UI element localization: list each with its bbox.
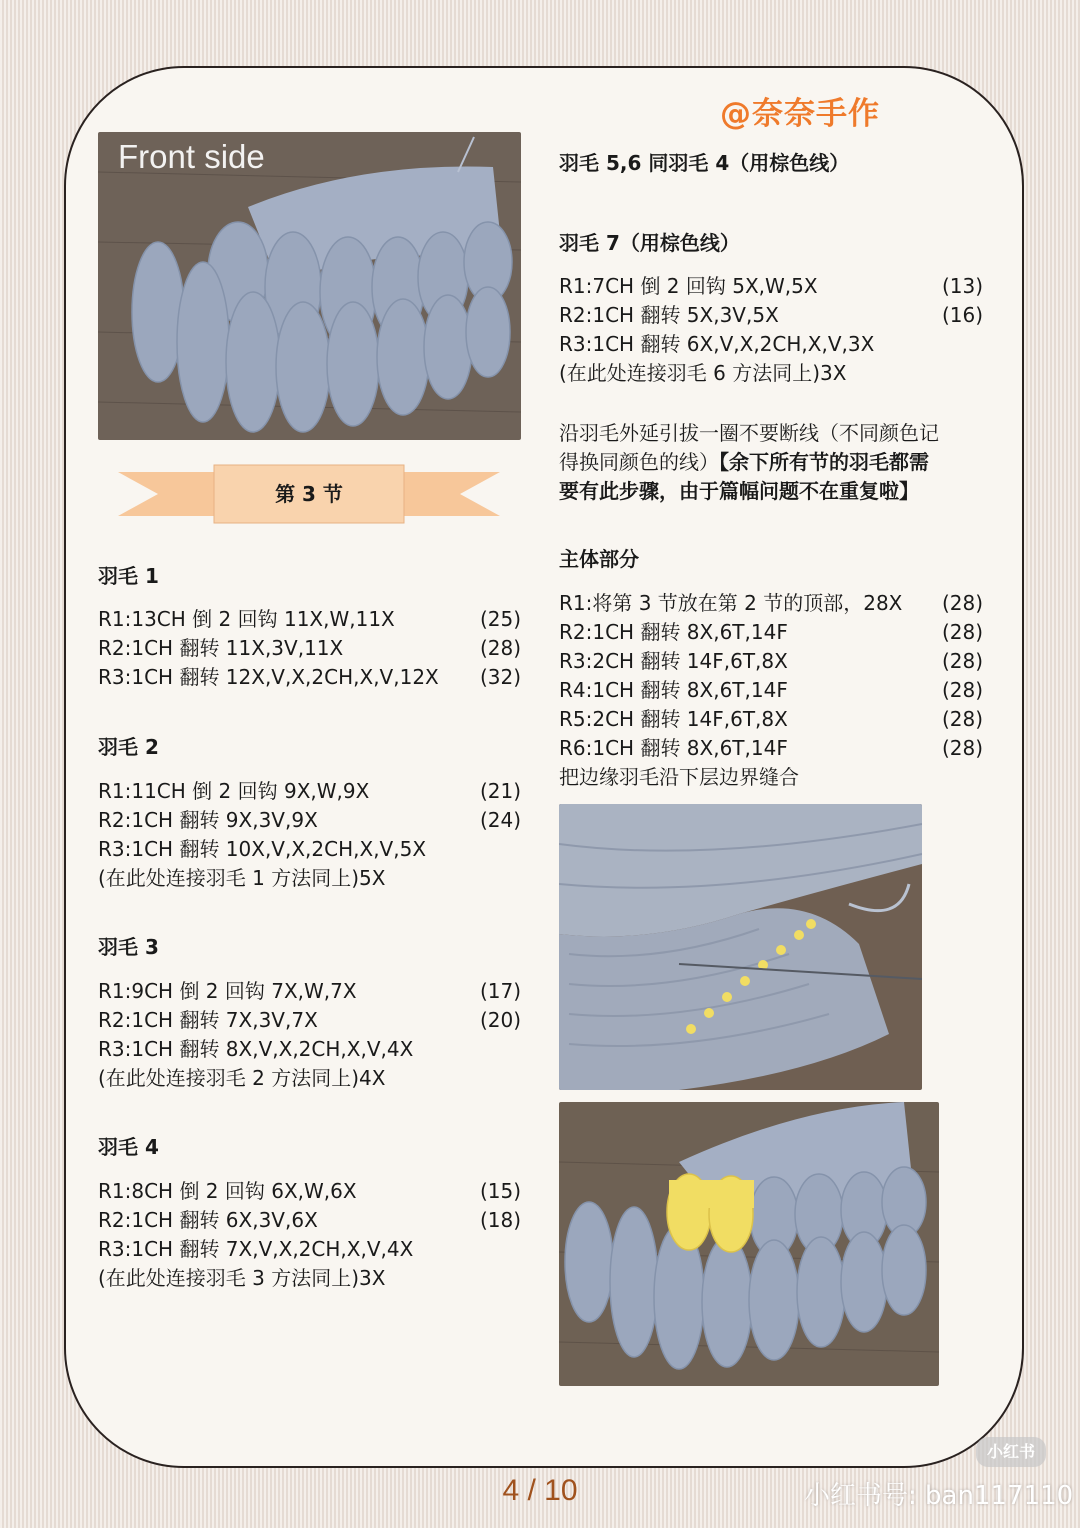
feather56-title: 羽毛 5,6 同羽毛 4（用棕色线） (559, 151, 850, 175)
page-indicator: 4 / 10 (502, 1474, 578, 1507)
feather3-title: 羽毛 3 (98, 935, 159, 959)
wing-yellow-image (559, 1102, 939, 1386)
feather7-row1: R1:7CH 倒 2 回钩 5X,W,5X (13) (559, 274, 984, 298)
feather1-row2: R2:1CH 翻转 11X,3V,11X (28) (98, 636, 522, 660)
feather2-row2: R2:1CH 翻转 9X,3V,9X (24) (98, 808, 522, 832)
feather2-row3: R3:1CH 翻转 10X,V,X,2CH,X,V,5X (98, 837, 427, 861)
body-row5: R5:2CH 翻转 14F,6T,8X (28) (559, 707, 984, 731)
feather3-row3: R3:1CH 翻转 8X,V,X,2CH,X,V,4X (98, 1037, 414, 1061)
feather7-row3: R3:1CH 翻转 6X,V,X,2CH,X,V,3X (559, 332, 875, 356)
sewing-step-photo (559, 804, 922, 1090)
feather7-title: 羽毛 7（用棕色线） (559, 231, 740, 255)
edge-note: 沿羽毛外延引拔一圈不要断线（不同颜色记 得换同颜色的线）【余下所有节的羽毛都需 要有此步骤，由于篇幅问题不在重复啦】 (559, 421, 939, 503)
section-title: 第 3 节 (275, 482, 343, 506)
feather4-row1: R1:8CH 倒 2 回钩 6X,W,6X (15) (98, 1179, 522, 1203)
feather3-row1: R1:9CH 倒 2 回钩 7X,W,7X (17) (98, 979, 522, 1003)
feather3-row4: (在此处连接羽毛 2 方法同上)4X (98, 1066, 386, 1090)
body-row4: R4:1CH 翻转 8X,6T,14F (28) (559, 678, 984, 702)
feather7-row4: (在此处连接羽毛 6 方法同上)3X (559, 361, 847, 385)
body-row1: R1:将第 3 节放在第 2 节的顶部，28X (28) (559, 591, 984, 615)
wing-front-image (98, 132, 521, 440)
body-row7: 把边缘羽毛沿下层边界缝合 (559, 765, 799, 789)
feather1-row1: R1:13CH 倒 2 回钩 11X,W,11X (25) (98, 607, 522, 631)
front-side-label: Front side (118, 138, 265, 175)
feather1-title: 羽毛 1 (98, 564, 159, 588)
wing-yellow-photo (559, 1102, 939, 1386)
feather7-row2: R2:1CH 翻转 5X,3V,5X (16) (559, 303, 984, 327)
sewing-step-image (559, 804, 922, 1090)
body-row2: R2:1CH 翻转 8X,6T,14F (28) (559, 620, 984, 644)
body-row6: R6:1CH 翻转 8X,6T,14F (28) (559, 736, 984, 760)
body-section-title: 主体部分 (559, 547, 639, 571)
feather4-row2: R2:1CH 翻转 6X,3V,6X (18) (98, 1208, 522, 1232)
feather1-row3: R3:1CH 翻转 12X,V,X,2CH,X,V,12X (32) (98, 665, 522, 689)
feather4-row4: (在此处连接羽毛 3 方法同上)3X (98, 1266, 386, 1290)
author-watermark: @奈奈手作 (720, 96, 880, 132)
feather2-row4: (在此处连接羽毛 1 方法同上)5X (98, 866, 386, 890)
feather3-row2: R2:1CH 翻转 7X,3V,7X (20) (98, 1008, 522, 1032)
front-side-photo (98, 132, 521, 440)
xiaohongshu-id: 小红书号: ban117110 (804, 1481, 1074, 1511)
feather4-row3: R3:1CH 翻转 7X,V,X,2CH,X,V,4X (98, 1237, 414, 1261)
body-row3: R3:2CH 翻转 14F,6T,8X (28) (559, 649, 984, 673)
feather4-title: 羽毛 4 (98, 1135, 159, 1159)
feather2-title: 羽毛 2 (98, 735, 159, 759)
xiaohongshu-logo: 小红书 (976, 1437, 1046, 1467)
feather2-row1: R1:11CH 倒 2 回钩 9X,W,9X (21) (98, 779, 522, 803)
